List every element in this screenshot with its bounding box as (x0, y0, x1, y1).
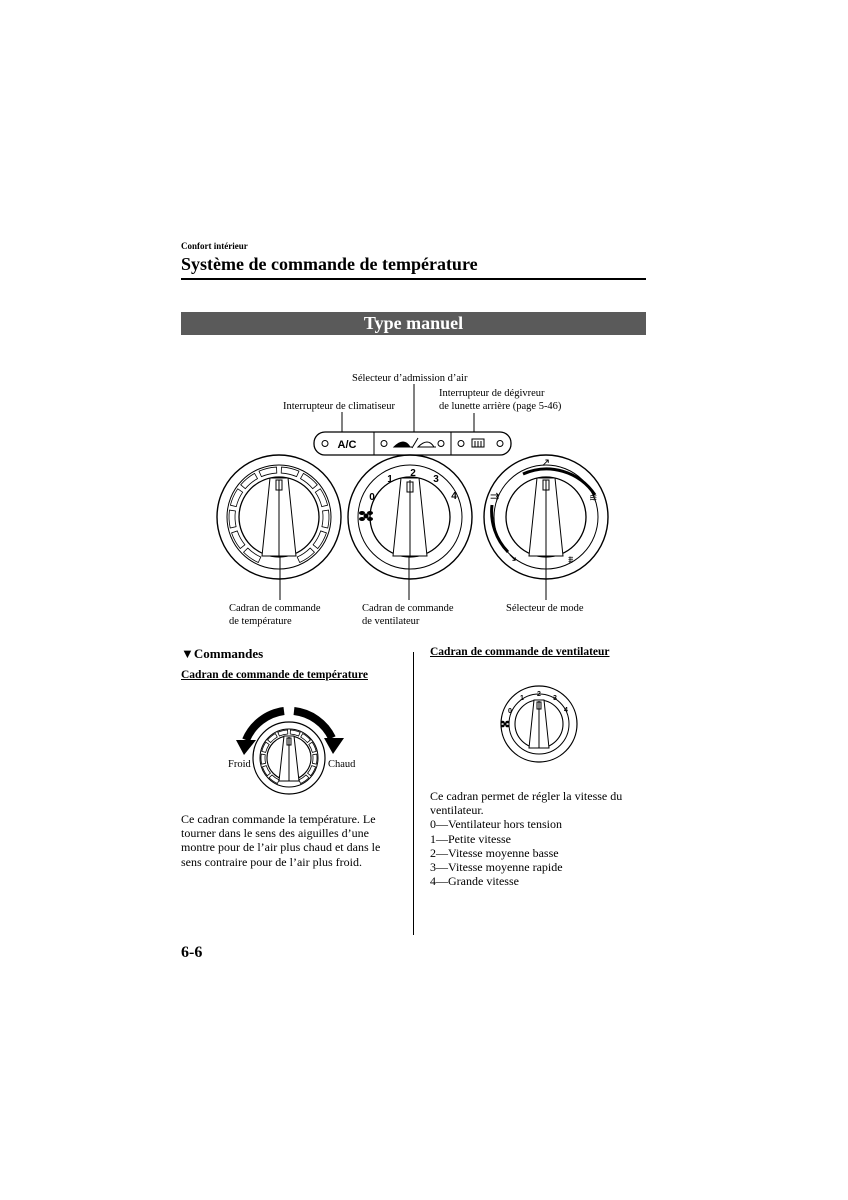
fan-number-1: 1 (387, 474, 393, 485)
small-fan-number-0: 0 (508, 708, 512, 715)
windshield-defrost-icon: ⩩ (568, 555, 574, 566)
label-mode-selector: Sélecteur de mode (506, 603, 584, 614)
temp-description-line: tourner dans le sens des aiguilles d’une (181, 826, 369, 841)
fan-number-4: 4 (451, 491, 457, 502)
temp-description-line: montre pour de l’air plus chaud et dans le (181, 840, 381, 855)
small-fan-number-1: 1 (520, 695, 524, 702)
fan-description-line: Ce cadran permet de régler la vitesse du (430, 789, 623, 803)
temp-description-line: Ce cadran commande la température. Le (181, 812, 376, 826)
fan-speed-item: 2—Vitesse moyenne basse (430, 845, 559, 860)
ac-button-label: A/C (337, 439, 357, 451)
section-label: Confort intérieur (181, 241, 248, 251)
small-fan-number-2: 2 (537, 691, 541, 698)
label-intake-selector: Sélecteur d’admission d’air (352, 373, 468, 384)
label-defroster-line1: Interrupteur de dégivreur (439, 388, 545, 399)
section-banner: Type manuel (181, 312, 646, 335)
fan-icon-small (501, 721, 510, 728)
small-fan-number-3: 3 (553, 695, 557, 702)
fan-number-0: 0 (369, 492, 375, 503)
vent-bilevel-icon: ⇉ (490, 491, 500, 503)
temp-description-line: sens contraire pour de l’air plus froid. (181, 854, 362, 869)
page-number: 6-6 (181, 944, 203, 961)
cold-label: Froid (228, 759, 251, 770)
hot-label: Chaud (328, 759, 356, 770)
commandes-heading: ▼Commandes (181, 646, 264, 661)
fan-speed-item: 3—Vitesse moyenne rapide (430, 860, 563, 875)
label-temp-dial-line2: de température (229, 616, 292, 627)
label-defroster-line2: de lunette arrière (page 5-46) (439, 401, 562, 412)
vent-face-icon: ↗ (541, 457, 551, 469)
temp-dial-subheading: Cadran de commande de température (181, 669, 368, 681)
fan-description (430, 789, 622, 888)
fan-speed-item: 4—Grande vitesse (430, 874, 519, 889)
fan-speed-item: 1—Petite vitesse (430, 831, 511, 846)
fan-number-2: 2 (410, 468, 416, 479)
label-ac-switch: Interrupteur de climatiseur (283, 401, 395, 412)
fan-number-3: 3 (433, 474, 439, 485)
label-temp-dial-line1: Cadran de commande (229, 603, 321, 614)
fan-description-line: ventilateur. (430, 803, 484, 818)
fan-speed-item: 0—Ventilateur hors tension (430, 817, 562, 832)
label-fan-dial-line1: Cadran de commande (362, 603, 454, 614)
page-title: Système de commande de température (181, 254, 478, 274)
fan-dial-subheading: Cadran de commande de ventilateur (430, 646, 610, 658)
small-fan-number-4: 4 (564, 707, 568, 714)
vent-floor-icon: ↘ (508, 552, 518, 564)
label-fan-dial-line2: de ventilateur (362, 616, 420, 627)
defrost-floor-icon: ≋ (589, 493, 598, 504)
